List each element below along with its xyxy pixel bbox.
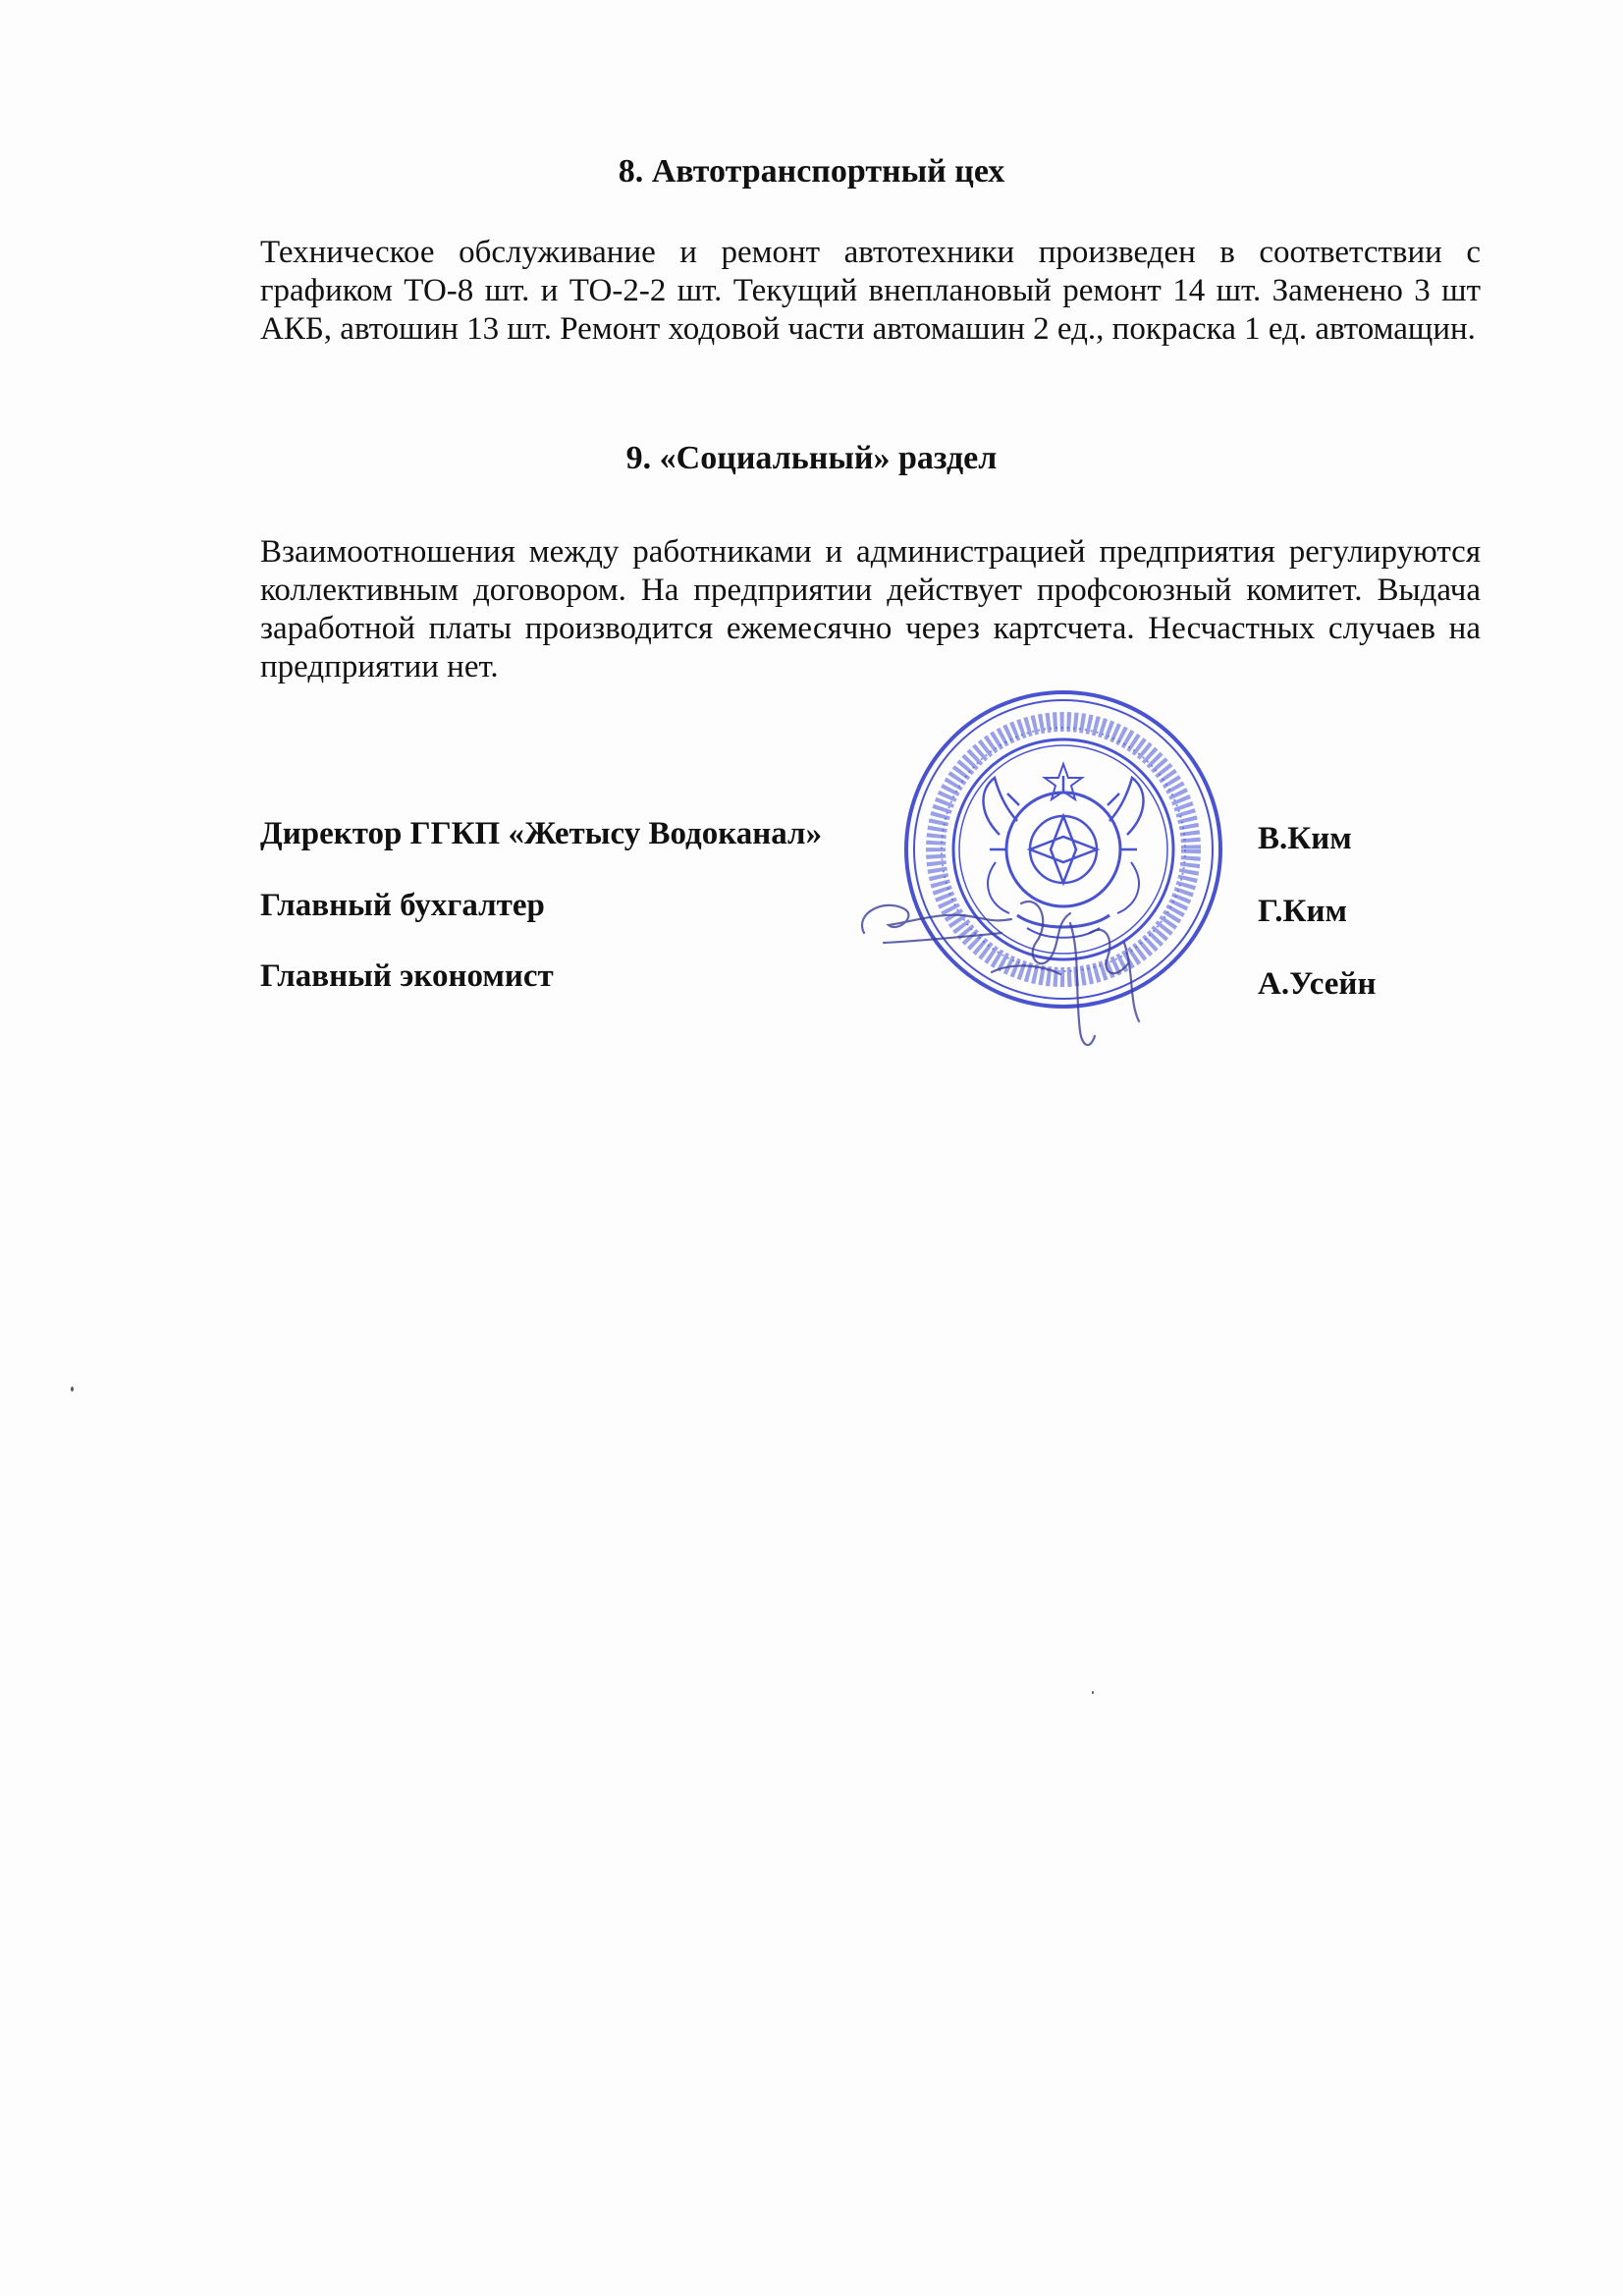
signatory-title-chief-economist: Главный экономист (260, 958, 554, 994)
section-heading-social: 9. «Социальный» раздел (625, 440, 998, 476)
section-text-transport: Техническое обслуживание и ремонт автотехники произведен в соответствии с графиком ТО-8 шт. и ТО-2-2 шт. Текущий внеплановый ремонт 14 шт. Заменено 3 шт АКБ, автошин 13 шт. Ремонт ходовой части автомашин 2 ед., покраска 1 ед. автомащин. (260, 235, 1481, 347)
signatory-name-chief-accountant: Г.Ким (1258, 894, 1347, 929)
section-text-social: Взаимоотношения между работниками и администрацией предприятия регулируются коллективным договором. На предприятии действует профсоюзный комитет. Выдача заработной платы производится ежемесячно через картсчета. Несчастных случаев на предприятии нет. (260, 534, 1481, 684)
scan-speck (1092, 1691, 1094, 1694)
signatory-title-director: Директор ГГКП «Жетысу Водоканал» (260, 816, 823, 851)
signatory-title-chief-accountant: Главный бухгалтер (260, 888, 545, 923)
signatory-name-chief-economist: А.Усейн (1258, 966, 1377, 1002)
signatory-name-director: В.Ким (1258, 821, 1352, 856)
handwritten-signature-icon (844, 864, 1198, 1061)
section-heading-transport: 8. Автотранспортный цех (618, 153, 1005, 190)
scan-speck (71, 1387, 74, 1392)
